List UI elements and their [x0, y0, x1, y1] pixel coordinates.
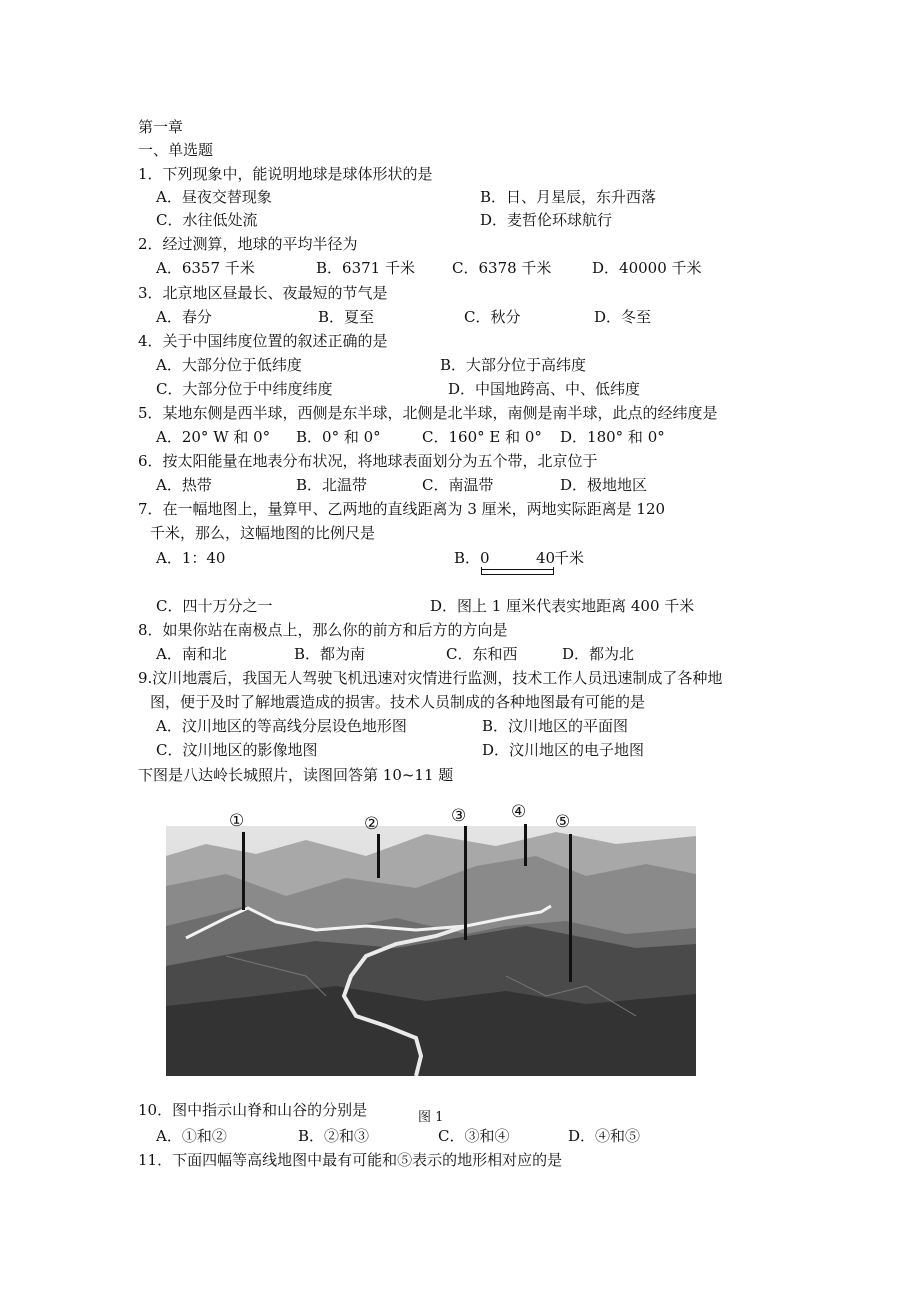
q7-scale-unit: 千米	[554, 549, 585, 567]
section-title: 一、单选题	[138, 141, 214, 159]
pointer-line-5	[569, 834, 572, 982]
q4-option-c: C．大部分位于中纬度纬度	[156, 380, 333, 398]
q11-stem: 11．下面四幅等高线地图中最有可能和⑤表示的地形相对应的是	[138, 1151, 563, 1169]
q7-option-b-prefix: B．0	[454, 549, 490, 567]
q3-option-b: B．夏至	[318, 308, 375, 326]
chapter-title: 第一章	[138, 118, 184, 136]
q4-option-b: B．大部分位于高纬度	[440, 356, 587, 374]
q4-option-d: D．中国地跨高、中、低纬度	[448, 380, 641, 398]
q5-option-c: C．160° E 和 0°	[422, 428, 542, 446]
marker-3: ③	[451, 806, 467, 826]
pointer-line-4	[524, 824, 527, 866]
q5-stem: 5．某地东侧是西半球，西侧是东半球，北侧是北半球，南侧是南半球，此点的经纬度是	[138, 404, 718, 422]
scale-bar	[481, 567, 554, 575]
q8-option-a: A．南和北	[156, 645, 227, 663]
pointer-line-3	[464, 826, 467, 940]
marker-5: ⑤	[555, 812, 571, 832]
q5-option-b: B．0° 和 0°	[296, 428, 381, 446]
figure-intro: 下图是八达岭长城照片，读图回答第 10~11 题	[138, 766, 454, 784]
q9-option-d: D．汶川地区的电子地图	[482, 741, 645, 759]
q8-stem: 8．如果你站在南极点上，那么你的前方和后方的方向是	[138, 621, 508, 639]
pointer-line-2	[377, 834, 380, 878]
q3-option-c: C．秋分	[464, 308, 521, 326]
q8-option-c: C．东和西	[446, 645, 518, 663]
q3-option-d: D．冬至	[594, 308, 652, 326]
q2-option-a: A．6357 千米	[156, 259, 255, 277]
q2-option-c: C．6378 千米	[452, 259, 552, 277]
q2-option-b: B．6371 千米	[316, 259, 415, 277]
q6-option-d: D．极地地区	[560, 476, 648, 494]
q6-option-c: C．南温带	[422, 476, 494, 494]
pointer-line-1	[242, 832, 245, 910]
q9-option-c: C．汶川地区的影像地图	[156, 741, 318, 759]
q7-stem-line2: 千米，那么，这幅地图的比例尺是	[150, 524, 376, 542]
q9-stem-line2: 图，便于及时了解地震造成的损害。技术人员制成的各种地图最有可能的是	[150, 693, 646, 711]
q6-option-b: B．北温带	[296, 476, 368, 494]
q3-stem: 3．北京地区昼最长、夜最短的节气是	[138, 284, 388, 302]
marker-4: ④	[511, 802, 527, 822]
q9-option-a: A．汶川地区的等高线分层设色地形图	[156, 717, 407, 735]
q8-option-b: B．都为南	[294, 645, 366, 663]
q5-option-d: D．180° 和 0°	[560, 428, 665, 446]
q5-option-a: A．20° W 和 0°	[156, 428, 271, 446]
q10-option-c: C．③和④	[438, 1127, 510, 1145]
q1-stem: 1．下列现象中，能说明地球是球体形状的是	[138, 165, 433, 183]
q7-option-d: D．图上 1 厘米代表实地距离 400 千米	[430, 597, 695, 615]
q10-option-d: D．④和⑤	[568, 1127, 641, 1145]
marker-1: ①	[229, 811, 245, 831]
q4-stem: 4．关于中国纬度位置的叙述正确的是	[138, 332, 388, 350]
q6-option-a: A．热带	[156, 476, 212, 494]
q7-option-c: C．四十万分之一	[156, 597, 273, 615]
q10-stem: 10．图中指示山脊和山谷的分别是	[138, 1101, 368, 1119]
figure-caption: 图 1	[418, 1110, 444, 1125]
q3-option-a: A．春分	[156, 308, 212, 326]
marker-2: ②	[364, 814, 380, 834]
q8-option-d: D．都为北	[562, 645, 635, 663]
great-wall-photo	[166, 826, 696, 1076]
q1-option-c: C．水往低处流	[156, 211, 258, 229]
q9-option-b: B．汶川地区的平面图	[482, 717, 629, 735]
q9-stem-line1: 9.汶川地震后，我国无人驾驶飞机迅速对灾情进行监测，技术工作人员迅速制成了各种地	[138, 669, 723, 687]
q7-scale-mark: 40	[536, 549, 556, 567]
q10-option-b: B．②和③	[298, 1127, 370, 1145]
q7-option-a: A．1：40	[156, 549, 226, 567]
q1-option-b: B．日、月星辰，东升西落	[480, 188, 657, 206]
q2-stem: 2．经过测算，地球的平均半径为	[138, 235, 358, 253]
q6-stem: 6．按太阳能量在地表分布状况，将地球表面划分为五个带，北京位于	[138, 452, 598, 470]
q2-option-d: D．40000 千米	[592, 259, 702, 277]
q1-option-a: A．昼夜交替现象	[156, 188, 272, 206]
q1-option-d: D．麦哲伦环球航行	[480, 211, 613, 229]
q7-stem-line1: 7．在一幅地图上，量算甲、乙两地的直线距离为 3 厘米，两地实际距离是 120	[138, 500, 666, 518]
q4-option-a: A．大部分位于低纬度	[156, 356, 302, 374]
q10-option-a: A．①和②	[156, 1127, 227, 1145]
